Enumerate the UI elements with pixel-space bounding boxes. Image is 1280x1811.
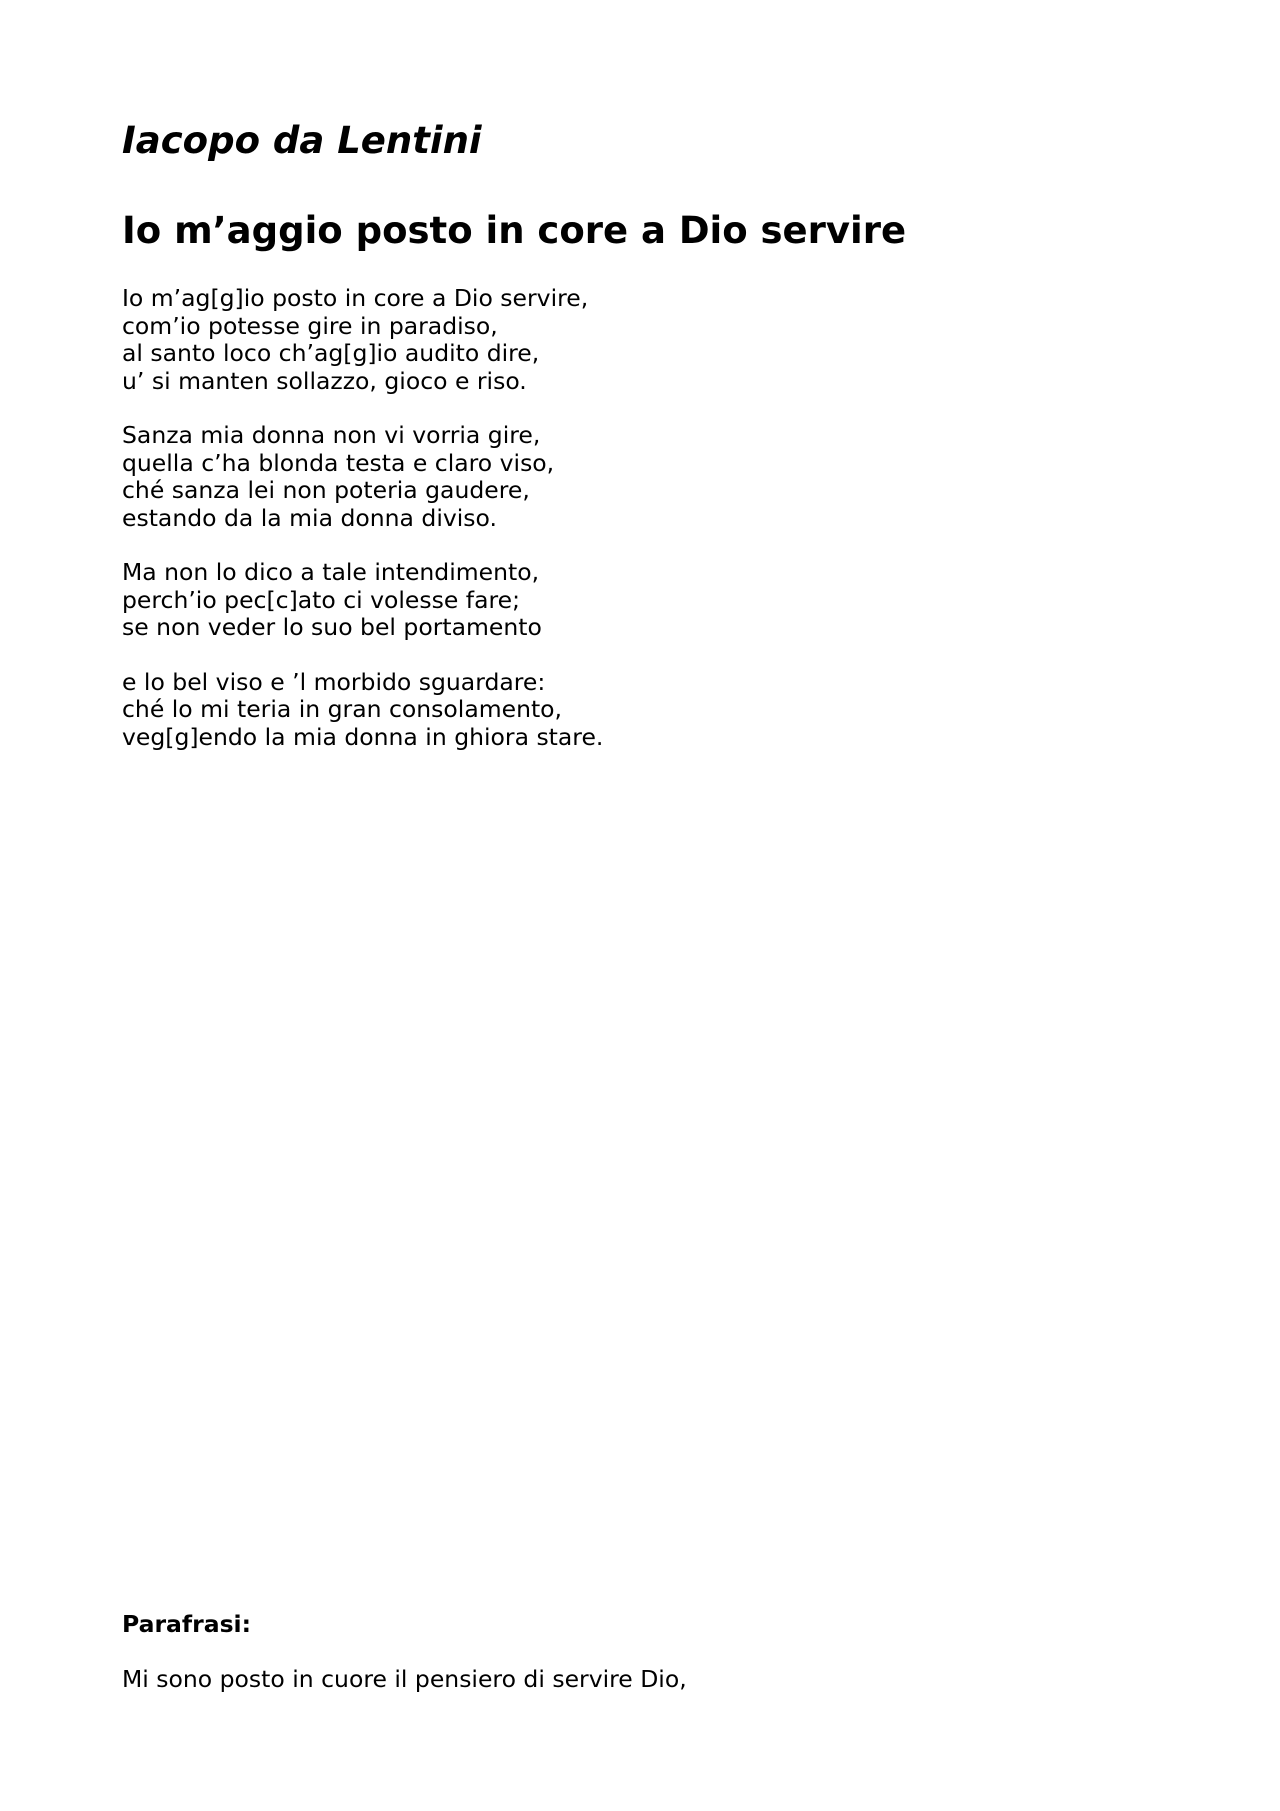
- verse: e lo bel viso e ’l morbido sguardare:: [122, 667, 546, 696]
- poem-body: [122, 285, 1122, 778]
- paraphrase-heading: Parafrasi:: [122, 1610, 252, 1638]
- verse: Ma non lo dico a tale intendimento,: [122, 558, 540, 586]
- verse: ché sanza lei non poteria gaudere,: [122, 476, 530, 504]
- author-name: Iacopo da Lentini: [122, 119, 482, 162]
- verse: estando da la mia donna diviso.: [122, 503, 497, 532]
- verse: Sanza mia donna non vi vorria gire,: [122, 421, 541, 449]
- stanza-3: [122, 559, 1122, 642]
- stanza-4: [122, 669, 1122, 752]
- verse: quella c’ha blonda testa e claro viso,: [122, 448, 555, 477]
- poem-title: Io m’aggio posto in core a Dio servire: [122, 209, 907, 252]
- stanza-1: [122, 285, 1122, 395]
- verse: Io m’ag[g]io posto in core a Dio servire,: [122, 284, 589, 312]
- stanza-2: [122, 422, 1122, 532]
- verse: veg[g]endo la mia donna in ghiora stare.: [122, 722, 604, 751]
- verse: com’io potesse gire in paradiso,: [122, 311, 498, 340]
- verse: u’ si manten sollazzo, gioco e riso.: [122, 366, 527, 395]
- verse: ché lo mi teria in gran consolamento,: [122, 695, 563, 723]
- verse: perch’io pec[c]ato ci volesse fare;: [122, 585, 520, 614]
- verse: al santo loco ch’ag[g]io audito dire,: [122, 339, 540, 367]
- verse: se non veder lo suo bel portamento: [122, 613, 542, 641]
- paraphrase-text: Mi sono posto in cuore il pensiero di servire Dio,: [122, 1665, 687, 1693]
